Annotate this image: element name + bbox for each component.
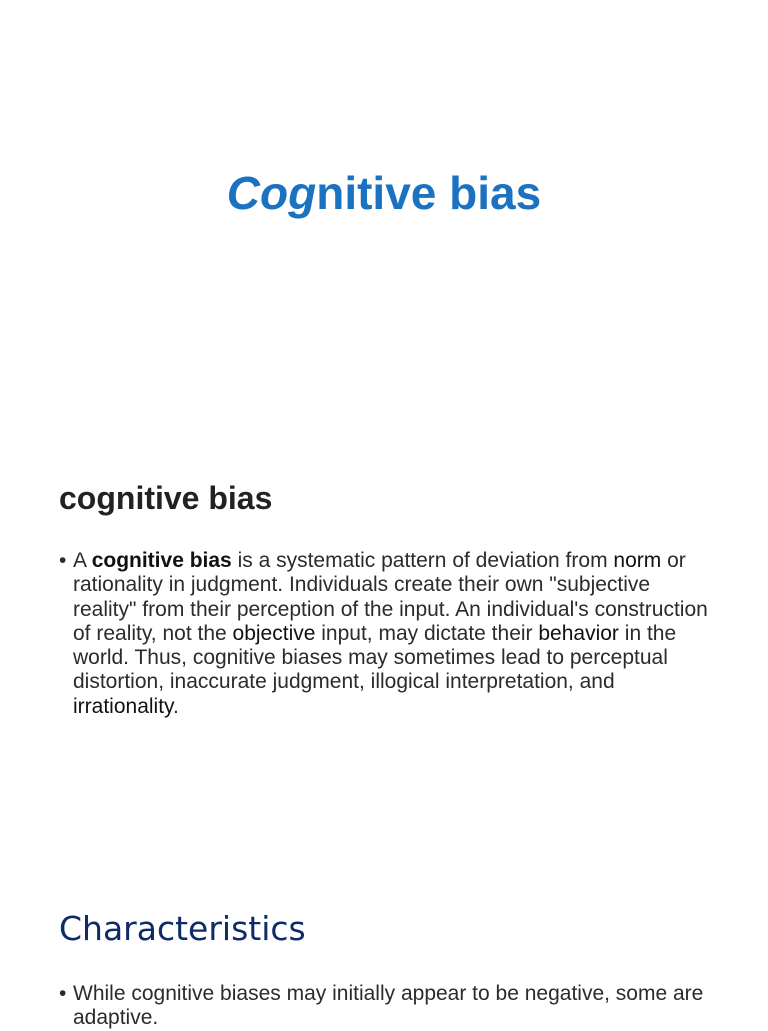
title-italic-part: Cog (226, 167, 317, 219)
bullet-paragraph: While cognitive biases may initially appear to be negative, some are adaptive. (73, 982, 704, 1030)
link-irrationality[interactable]: irrationality (73, 694, 173, 718)
link-objective[interactable]: objective (232, 621, 316, 645)
bullet-dot: • (59, 982, 67, 1005)
characteristics-slide (0, 860, 768, 1030)
text-fragment: in the world. Thus, cognitive biases may sometimes lead to perceptual distortion, inaccurate judgment, illogical interpretation, and (73, 621, 677, 694)
presentation-title (0, 165, 768, 221)
text-fragment: or rationality in judgment. Individuals create their own "subjective reality" from their perception of the input. An individual's construction of reality, not the (73, 549, 708, 645)
title-regular-part: nitive bias (316, 167, 542, 219)
text-fragment: A (73, 549, 92, 572)
characteristics-bullet (59, 982, 719, 1031)
link-behavior[interactable]: behavior (538, 621, 619, 645)
bullet-dot: • (59, 549, 67, 572)
link-norm[interactable]: norm (613, 549, 662, 572)
text-fragment: input, may dictate their (315, 621, 539, 645)
bullet-item (59, 549, 709, 719)
bullet-paragraph (73, 549, 709, 719)
definition-heading: cognitive bias (59, 480, 273, 516)
definition-bullet (59, 549, 709, 719)
text-fragment: . (172, 694, 179, 718)
characteristics-heading: Characteristics (59, 909, 306, 948)
bullet-item (59, 982, 719, 1031)
definition-slide (0, 430, 768, 860)
text-fragment: is a systematic pattern of deviation from (231, 549, 614, 572)
title-slide (0, 0, 768, 430)
bold-term: cognitive bias (91, 549, 232, 572)
